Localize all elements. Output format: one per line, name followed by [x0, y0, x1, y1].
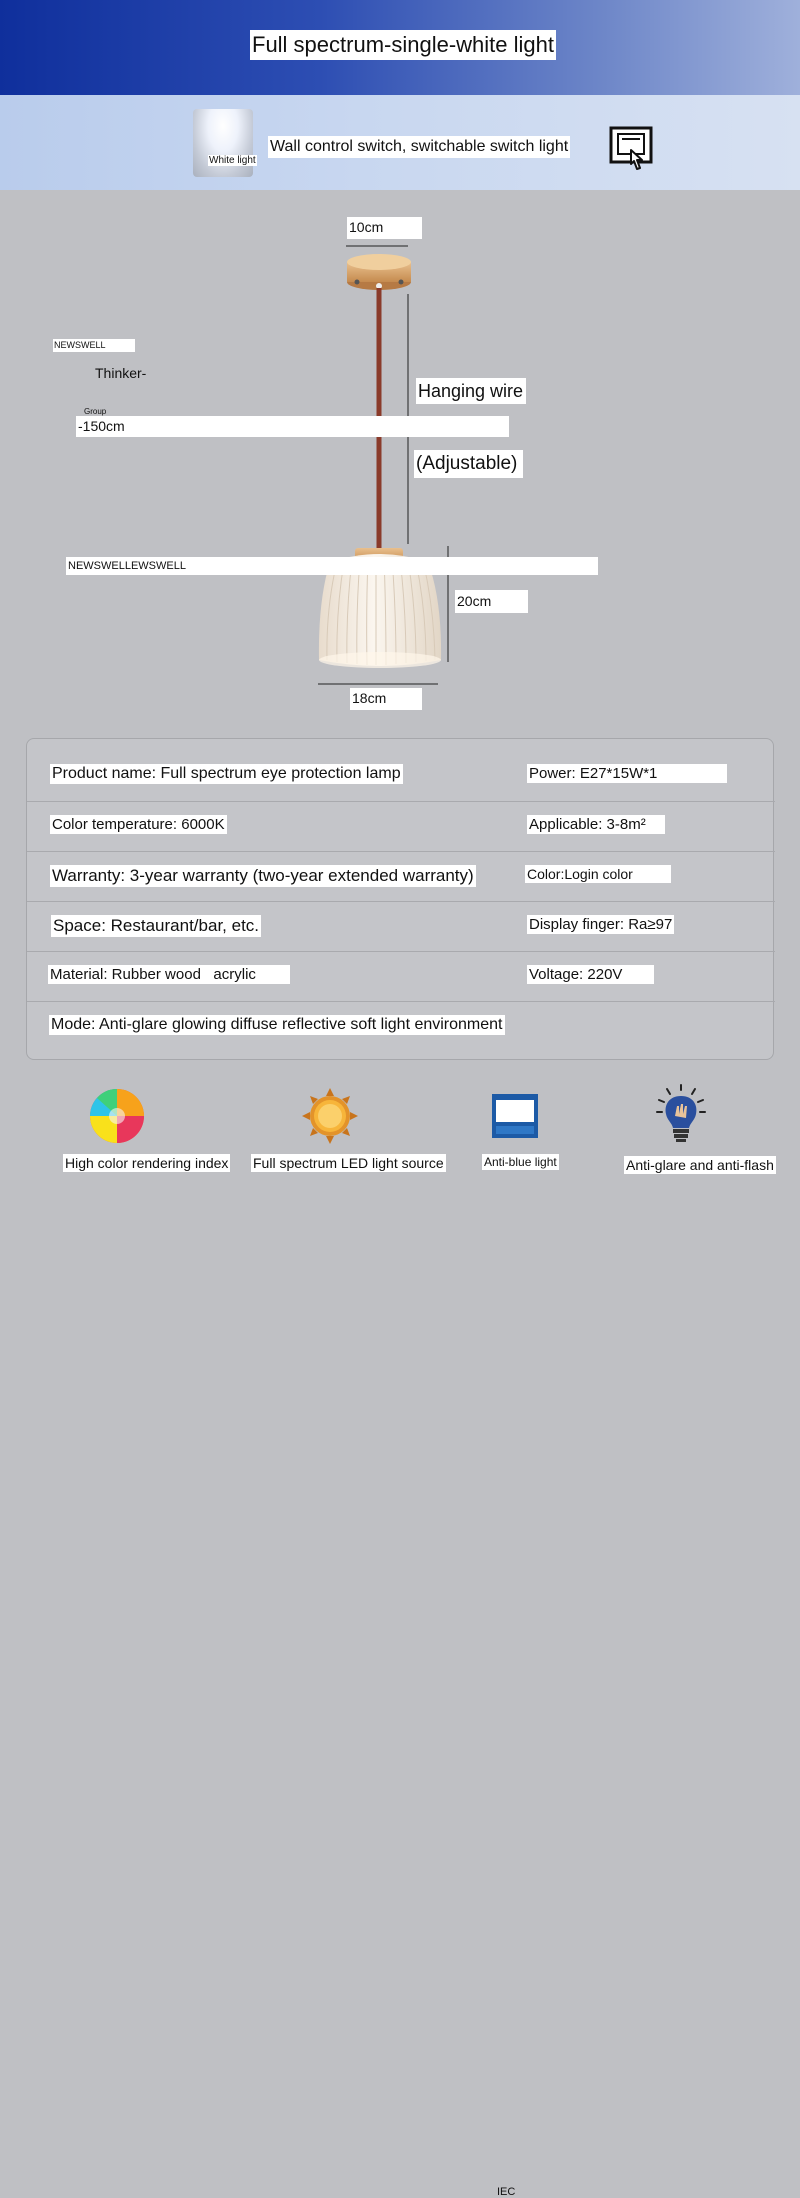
- spec-mode: Mode: Anti-glare glowing diffuse reflective soft light environment: [51, 1016, 503, 1033]
- spec-row: [27, 1001, 775, 1051]
- spec-power: Power: E27*15W*1: [527, 764, 727, 783]
- wall-switch-icon: [609, 126, 655, 172]
- lamp-drawing: [0, 190, 800, 730]
- spec-color: Color:Login color: [525, 865, 671, 883]
- white-light-swatch: [193, 109, 253, 177]
- switch-description: Wall control switch, switchable switch light: [268, 136, 570, 158]
- spec-applicable: Applicable: 3-8m²: [527, 815, 665, 834]
- spec-row: [27, 801, 775, 851]
- feature-label: Full spectrum LED light source: [253, 1155, 444, 1171]
- feature-label: Anti-glare and anti-flash: [626, 1157, 774, 1173]
- spec-display-finger: Display finger: Ra≥97: [529, 916, 673, 933]
- shade-width-label: 18cm: [350, 688, 422, 710]
- spec-row: [27, 901, 775, 951]
- shade-height-label: 20cm: [455, 590, 528, 613]
- spec-space: Space: Restaurant/bar, etc.: [53, 916, 260, 935]
- brand-label-newswell: NEWSWELL: [53, 339, 135, 352]
- sun-icon: [302, 1088, 358, 1144]
- iec-certificate-icon: [490, 1092, 540, 1140]
- brand-label-newswellewswell: NEWSWELLEWSWELL: [66, 557, 598, 575]
- page-title: Full spectrum-single-white light: [250, 30, 556, 60]
- top-width-label: 10cm: [347, 217, 422, 239]
- spec-material: Material: Rubber wood acrylic: [48, 965, 290, 984]
- wire-range-label: -150cm: [76, 416, 509, 437]
- spec-product-name: Product name: Full spectrum eye protection lamp: [52, 765, 401, 782]
- spec-voltage: Voltage: 220V: [527, 965, 654, 984]
- adjustable-label: (Adjustable): [414, 450, 523, 478]
- lamp-dimension-diagram: [0, 190, 800, 730]
- bulb-hand-icon: [655, 1084, 707, 1144]
- feature-label: High color rendering index: [65, 1155, 229, 1171]
- group-label: Group: [84, 407, 107, 416]
- spec-table: [26, 738, 774, 1060]
- color-wheel-icon: [89, 1088, 145, 1144]
- spec-color-temperature: Color temperature: 6000K: [52, 816, 225, 833]
- spec-row: [27, 751, 775, 801]
- brand-label-thinker: Thinker-: [95, 365, 147, 381]
- spec-warranty: Warranty: 3-year warranty (two-year extended warranty): [52, 866, 474, 885]
- wire-title-label: Hanging wire: [416, 378, 526, 404]
- header-banner: [0, 0, 800, 95]
- white-light-label: White light: [209, 155, 256, 166]
- spec-row: [27, 851, 775, 901]
- feature-strip: [0, 1080, 800, 2198]
- iec-badge: IEC: [497, 2186, 516, 2198]
- spec-row: [27, 951, 775, 1001]
- feature-label: Anti-blue light: [484, 1155, 557, 1169]
